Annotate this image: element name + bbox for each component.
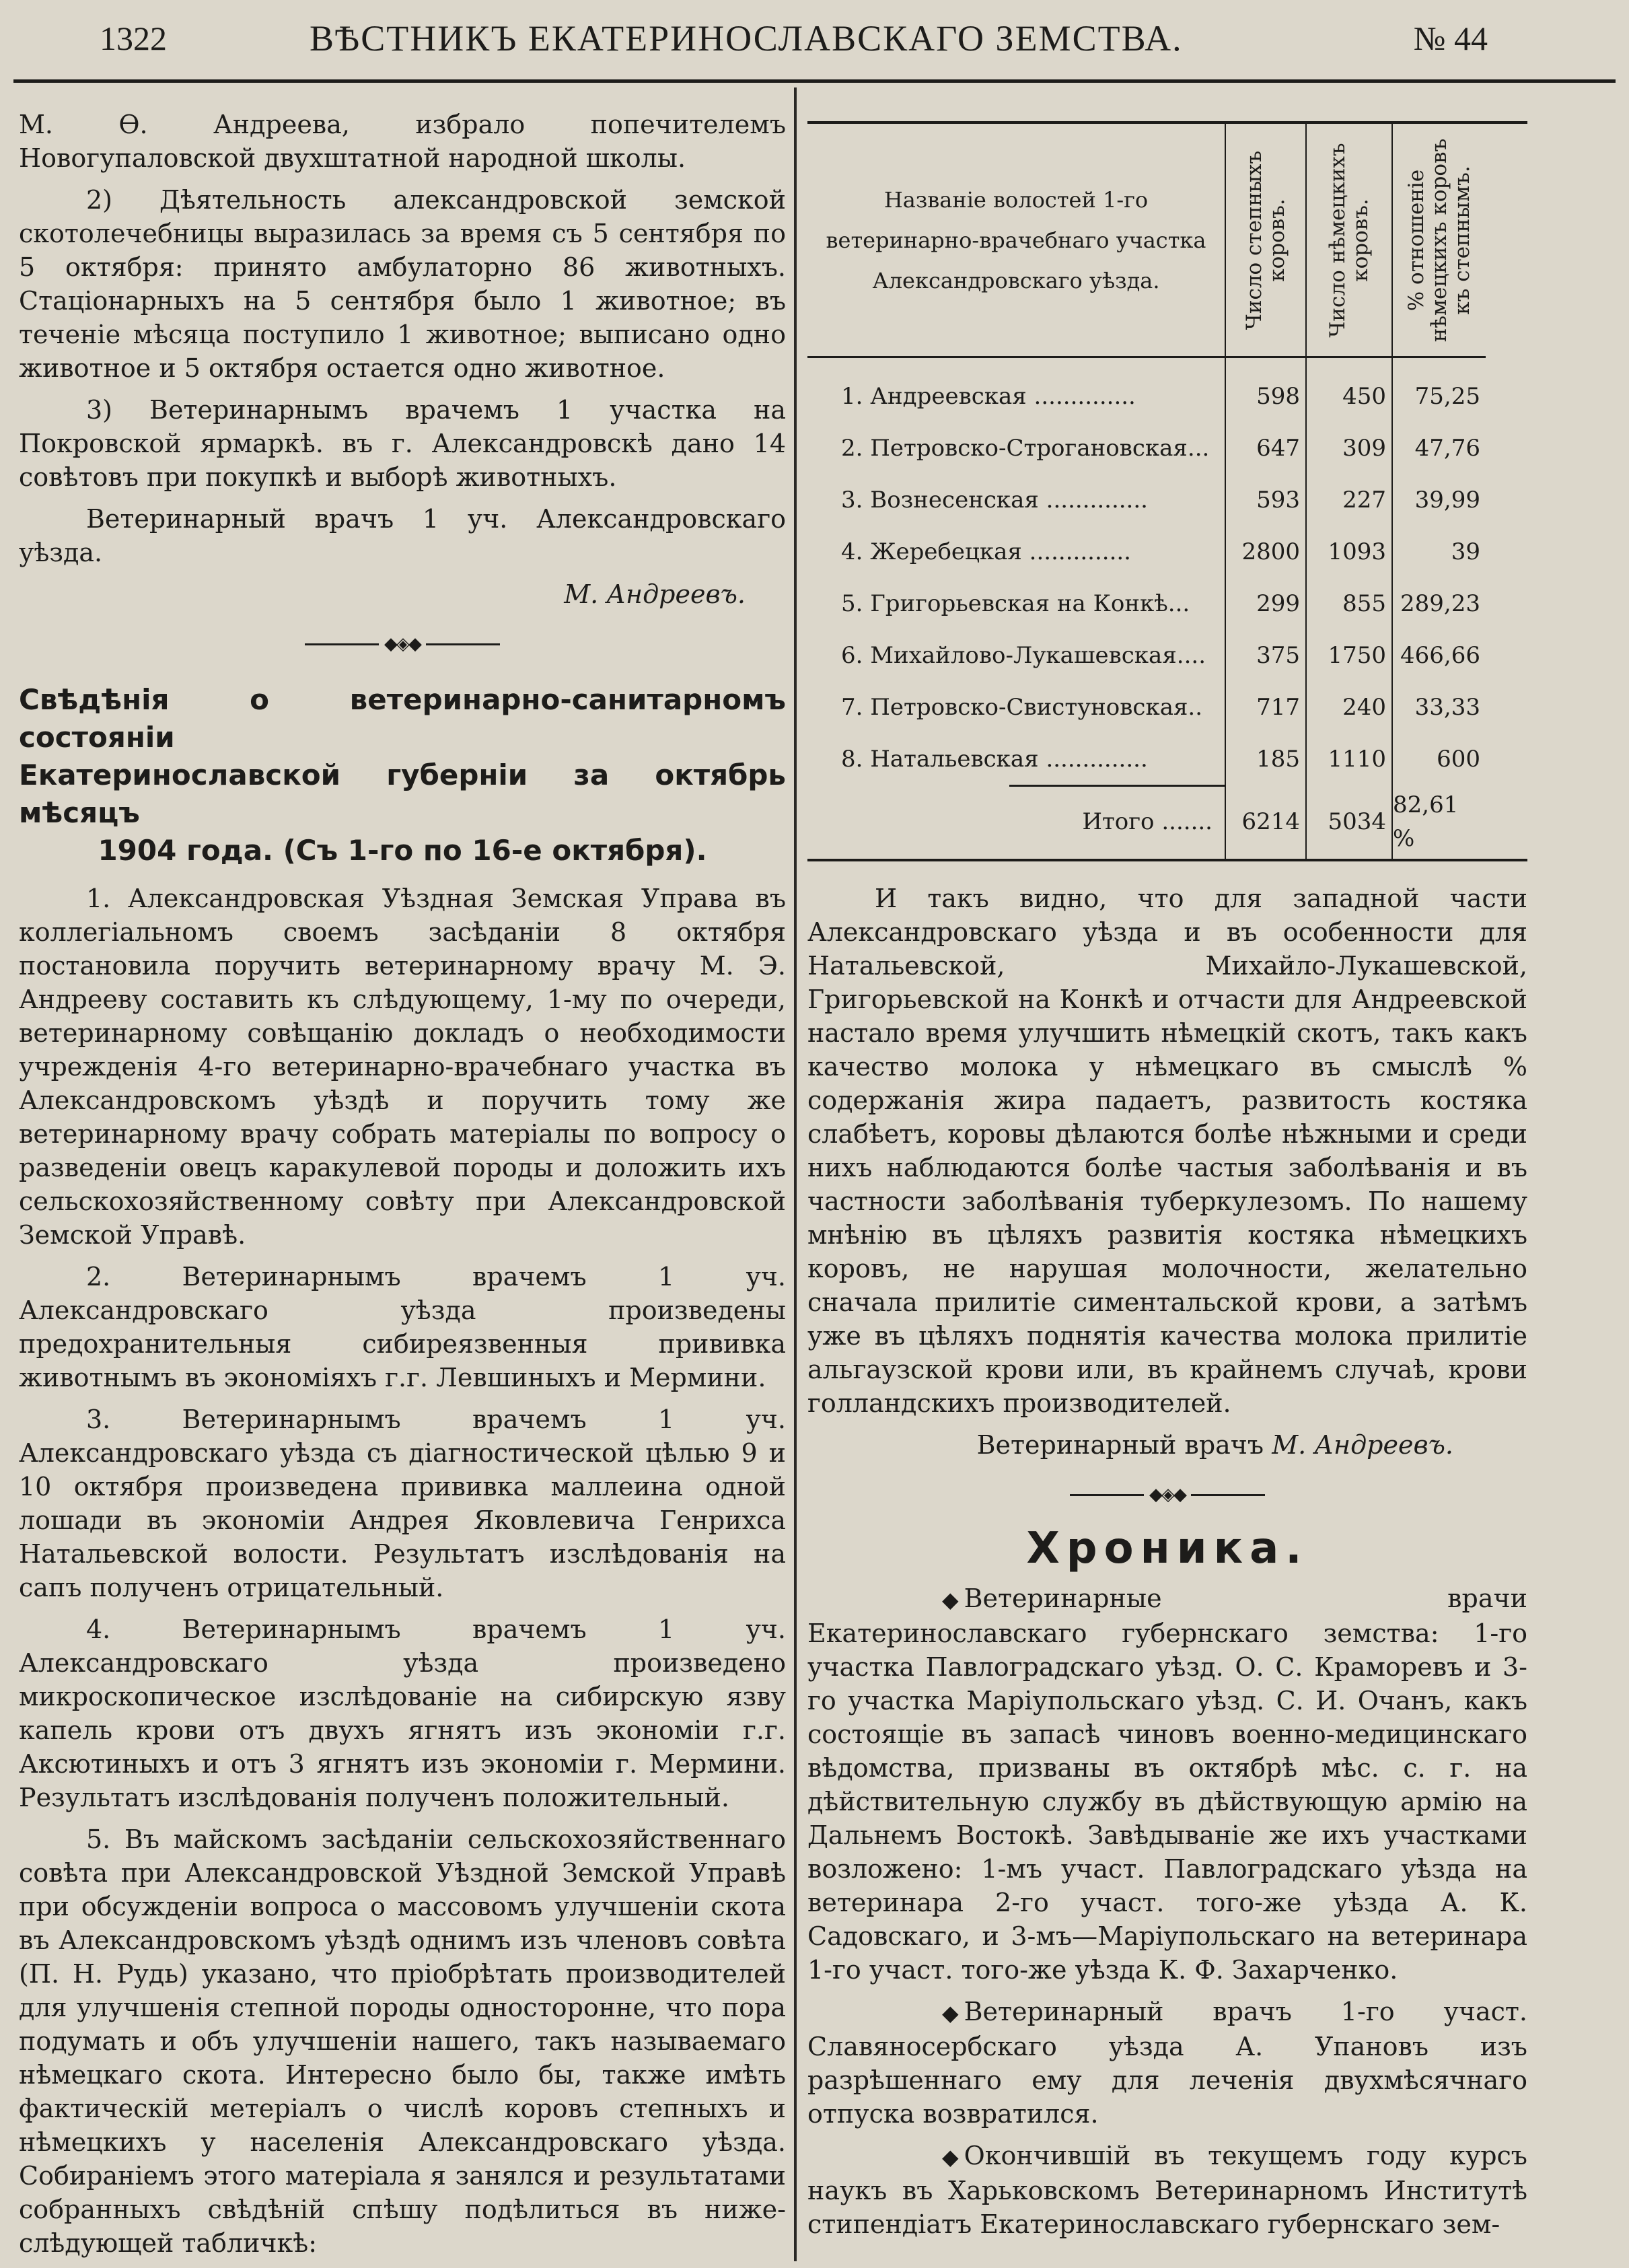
conclusion-signature [807, 1428, 1453, 1462]
table-row [807, 474, 1527, 526]
report1-paragraph: М. Ѳ. Андреева, избрало попечителемъ Новогупаловской двухштатной народной школы. [19, 110, 786, 173]
section-ornament: ◆◈◆ [19, 627, 786, 661]
page-number: 1322 [100, 20, 167, 57]
pointing-hand-icon: ◆ [942, 2000, 959, 2026]
table-row [807, 629, 1527, 681]
steppe-count: 593 [1225, 474, 1305, 526]
table-row [807, 370, 1527, 422]
total-label: Итого ....... [1082, 808, 1212, 835]
pointing-hand-icon: ◆ [942, 2144, 959, 2170]
german-count: 1093 [1305, 526, 1391, 577]
table-row [807, 422, 1527, 474]
total-german: 5034 [1305, 785, 1391, 859]
report2-paragraph: 3. Ветеринарнымъ врачемъ 1 уч. Александровскаго уѣзда съ діагностической цѣлью 9 и 10 октября произведена прививка маллеина одной лошади въ экономіи Андрея Яковлевича Генрихса Натальевской волости. Результатъ изслѣдованія на сапъ полученъ отрицательный. [19, 1405, 786, 1602]
report1-paragraph: Ветеринарный врачъ 1 уч. Александровскаго уѣзда. [19, 504, 786, 567]
header-rule [13, 79, 1616, 83]
volost-name: 2. Петровско-Строгановская... [841, 434, 1210, 462]
report2-paragraph: 5. Въ майскомъ засѣданіи сельскохозяйственнаго совѣта при Александровской Уѣздной Земской Управѣ при обсужденіи вопроса о массовомъ улучшеніи скота въ Александровскомъ уѣздѣ однимъ изъ членовъ совѣта (П. Н. Рудь) указано, что пріобрѣтать производителей для улучшенія степной породы односторонне, что пора подумать и объ улучшеніи нашего, такъ называемаго нѣмецкаго скота. Интересно было бы, также имѣть фактическій метеріалъ о числѣ коровъ степныхъ и нѣмецкихъ у населенія Александровскаго уѣзда. Собираніемъ этого матеріала я занялся и результатами собранныхъ свѣдѣній спѣшу подѣлиться въ ниже-слѣдующей табличкѣ: [19, 1824, 786, 2258]
report2-paragraph: 1. Александровская Уѣздная Земская Управа въ коллегіальномъ своемъ засѣданіи 8 октября постановила поручить ветеринарному врачу М. Э. Андрееву составить къ слѣдующему, 1-му по очереди, ветеринарному совѣщанію докладъ о необходимости учрежденія 4-го ветеринарно-врачебнаго участка въ Александровскомъ уѣздѣ и поручить тому же ветеринарному врачу собрать матеріалы по вопросу о разведеніи овецъ каракулевой породы и доложить ихъ сельскохозяйственному совѣту при Александровской Земской Управѣ. [19, 884, 786, 1250]
chronicle-item: ◆ Окончившій въ текущемъ году курсъ наукъ въ Харьковскомъ Ветеринарномъ Институтѣ стипендіатъ Екатеринославскаго губернскаго зем- [807, 2141, 1527, 2239]
report2-heading-line: Екатеринославской губерніи за октябрь мѣсяцъ [19, 758, 786, 829]
signature-prefix: Ветеринарный врачъ [976, 1430, 1264, 1460]
conclusion-paragraph: И такъ видно, что для западной части Александровскаго уѣзда и въ особенности для Натальевской, Михайло-Лукашевской, Григорьевской на Конкѣ и отчасти для Андреевской настало время улучшить нѣмецкій скотъ, такъ какъ качество молока у нѣмецкаго въ смыслѣ % содержанія жира падаетъ, развитость костяка слабѣетъ, коровы дѣлаются болѣе нѣжными и среди нихъ наблюдаются болѣе частыя заболѣванія и въ частности заболѣванія туберкулезомъ. По нашему мнѣнію въ цѣляхъ развитія костяка нѣмецкихъ коровъ, не нарушая молочности, желательно сначала прилитіе симентальской крови, а затѣмъ уже въ цѣляхъ поднятія качества молока прилитіе альгаузской крови или, въ крайнемъ случаѣ, крови голландскихъ производителей. [807, 884, 1527, 1418]
percent-ratio: 39 [1391, 526, 1486, 577]
table-total-row [807, 785, 1527, 859]
german-count: 855 [1305, 577, 1391, 629]
steppe-count: 717 [1225, 681, 1305, 733]
total-rule [1009, 785, 1225, 787]
steppe-count: 299 [1225, 577, 1305, 629]
report2-heading [19, 681, 786, 870]
steppe-count: 647 [1225, 422, 1305, 474]
table-header-percent: % отношеніе нѣмецкихъ коровъ къ степнымъ. [1391, 124, 1486, 358]
report1-paragraph: 2) Дѣятельность александровской земской скотолечебницы выразилась за время съ 5 сентября по 5 октября: принято амбулаторно 86 животныхъ. Стаціонарныхъ на 5 сентября было 1 животное; въ теченіе мѣсяца поступило 1 животное; выписано одно животное и 5 октября остается одно животное. [19, 185, 786, 383]
left-column [19, 108, 786, 2268]
german-count: 1110 [1305, 733, 1391, 785]
cow-statistics-table [807, 121, 1527, 861]
report1-paragraph: 3) Ветеринарнымъ врачемъ 1 участка на Покровской ярмаркѣ. въ г. Александровскѣ дано 14 совѣтовъ при покупкѣ и выборѣ животныхъ. [19, 395, 786, 492]
percent-ratio: 289,23 [1391, 577, 1486, 629]
percent-ratio: 33,33 [1391, 681, 1486, 733]
german-count: 1750 [1305, 629, 1391, 681]
right-column [807, 121, 1527, 2249]
steppe-count: 185 [1225, 733, 1305, 785]
german-count: 309 [1305, 422, 1391, 474]
table-row [807, 577, 1527, 629]
chronicle-item: ◆ Ветеринарный врачъ 1-го участ. Славяносербскаго уѣзда А. Упановъ изъ разрѣшеннаго ему для леченія двухмѣсячнаго отпуска возвратился. [807, 1997, 1527, 2129]
volost-name: 7. Петровско-Свистуновская.. [841, 693, 1203, 721]
volost-name: 4. Жеребецкая .............. [841, 538, 1131, 565]
chronicle-item: ◆ Ветеринарные врачи Екатеринославскаго губернскаго земства: 1-го участка Павлоградскаго уѣзд. О. С. Краморевъ и 3-го участка Маріупольскаго уѣзд. С. И. Очанъ, какъ состоящіе въ запасѣ чиновъ военно-медицинскаго вѣдомства, призваны въ октябрѣ мѣс. с. г. на дѣйствительную службу въ дѣйствующую армію на Дальнемъ Востокѣ. Завѣдываніе же ихъ участками возложено: 1-мъ участ. Павлоградскаго уѣзда на ветеринара 2-го участ. того-же уѣзда А. К. Садовскаго, и 3-мъ—Маріупольскаго на ветеринара 1-го участ. того-же уѣзда К. Ф. Захарченко. [807, 1584, 1527, 1985]
total-percent: 82,61 % [1391, 785, 1486, 859]
volost-name: 6. Михайлово-Лукашевская.... [841, 641, 1206, 669]
report2-paragraph: 2. Ветеринарнымъ врачемъ 1 уч. Александровскаго уѣзда произведены предохранительныя сибиреязвенныя прививка животнымъ въ экономіяхъ г.г. Левшиныхъ и Мермини. [19, 1262, 786, 1392]
journal-title: ВѢСТНИКЪ ЕКАТЕРИНОСЛАВСКАГО ЗЕМСТВА. [310, 18, 1183, 59]
volost-name: 1. Андреевская .............. [841, 382, 1136, 410]
section-ornament: ◆◈◆ [807, 1478, 1527, 1512]
issue-number: № 44 [1413, 20, 1488, 57]
signature-name: М. Андреевъ. [1272, 1430, 1453, 1460]
volost-name: 3. Вознесенская .............. [841, 486, 1148, 513]
percent-ratio: 466,66 [1391, 629, 1486, 681]
volost-name: 5. Григорьевская на Конкѣ... [841, 590, 1190, 617]
table-row [807, 526, 1527, 577]
percent-ratio: 47,76 [1391, 422, 1486, 474]
report1-signature: М. Андреевъ. [564, 579, 746, 609]
table-header-row [807, 124, 1527, 358]
percent-ratio: 600 [1391, 733, 1486, 785]
table-row [807, 733, 1527, 785]
table-row [807, 681, 1527, 733]
steppe-count: 598 [1225, 370, 1305, 422]
steppe-count: 2800 [1225, 526, 1305, 577]
table-header-steppe: Число степныхъ коровъ. [1225, 124, 1305, 358]
table-header-german: Число нѣмецкихъ коровъ. [1305, 124, 1391, 358]
report2-heading-line: 1904 года. (Съ 1-го по 16-е октября). [98, 834, 707, 867]
total-steppe: 6214 [1225, 785, 1305, 859]
table-header-volost: Названіе волостей 1-го ветеринарно-врачебнаго участка Александровскаго уѣзда. [807, 124, 1225, 358]
column-divider [794, 87, 797, 2261]
german-count: 227 [1305, 474, 1391, 526]
german-count: 450 [1305, 370, 1391, 422]
german-count: 240 [1305, 681, 1391, 733]
percent-ratio: 75,25 [1391, 370, 1486, 422]
chronicle-title: Хроника. [1026, 1524, 1309, 1573]
percent-ratio: 39,99 [1391, 474, 1486, 526]
page-header [0, 0, 1629, 81]
report2-paragraph: 4. Ветеринарнымъ врачемъ 1 уч. Александровскаго уѣзда произведено микроскопическое изслѣдованіе на сибирскую язву капель крови отъ двухъ ягнятъ изъ экономіи г.г. Аксютиныхъ и отъ 3 ягнятъ изъ экономіи г. Мермини. Результатъ изслѣдованія полученъ положительный. [19, 1615, 786, 1812]
volost-name: 8. Натальевская .............. [841, 745, 1148, 773]
report2-heading-line: Свѣдѣнія о ветеринарно-санитарномъ состояніи [19, 683, 786, 754]
steppe-count: 375 [1225, 629, 1305, 681]
pointing-hand-icon: ◆ [942, 1587, 959, 1613]
